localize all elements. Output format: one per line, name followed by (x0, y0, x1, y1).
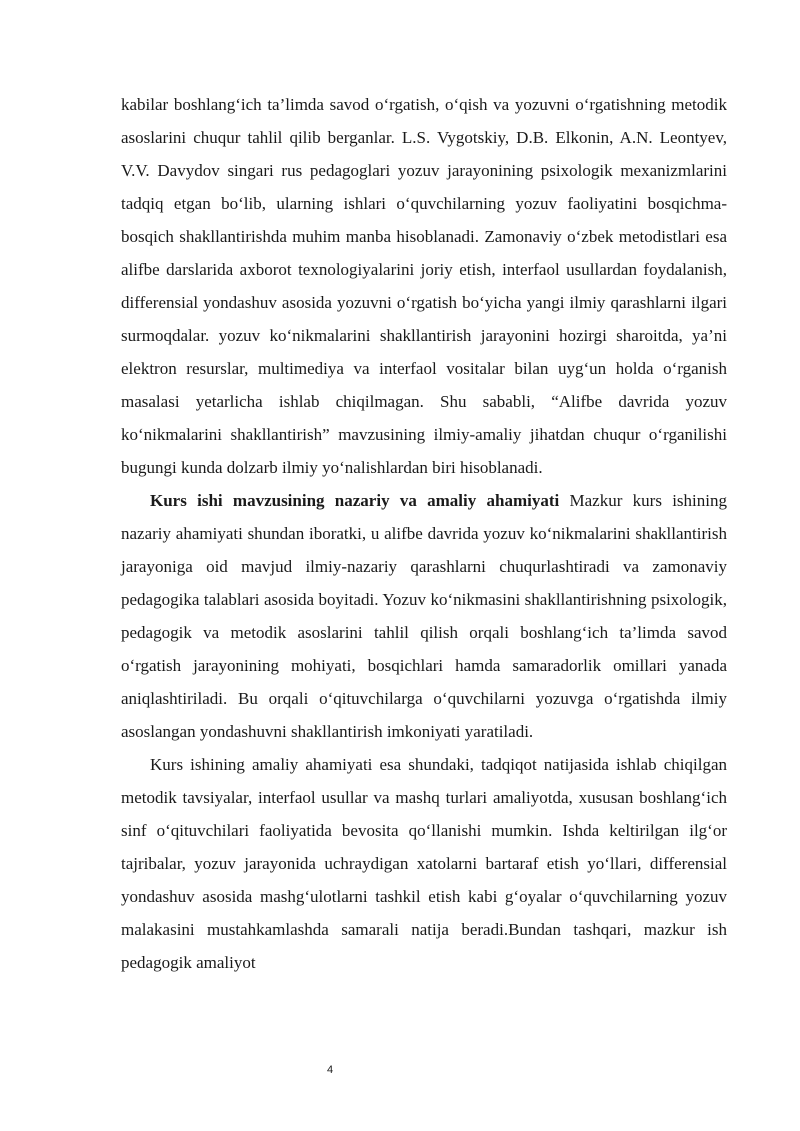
document-page (121, 88, 727, 979)
paragraph-practical-significance (121, 748, 727, 979)
paragraph-significance (121, 484, 727, 748)
paragraph-intro-continuation (121, 88, 727, 484)
paragraph-text: Kurs ishining amaliy ahamiyati esa shundaki, tadqiqot natijasida ishlab chiqilgan metodik tavsiyalar, interfaol usullar va mashq turlari amaliyotda, xususan boshlang‘ich sinf o‘qituvchilari faoliyatida bevosita qo‘llanishi mumkin. Ishda keltirilgan ilg‘or tajribalar, yozuv jarayonida uchraydigan xatolarni bartaraf etish yo‘llari, differensial yondashuv asosida mashg‘ulotlarni tashkil etish kabi g‘oyalar o‘quvchilarning yozuv malakasini mustahkamlashda samarali natija beradi.Bundan tashqari, mazkur ish pedagogik amaliyot (121, 755, 727, 972)
paragraph-text: kabilar boshlang‘ich ta’limda savod o‘rgatish, o‘qish va yozuvni o‘rgatishning metodik asoslarini chuqur tahlil qilib berganlar. L.S. Vygotskiy, D.B. Elkonin, A.N. Leontyev, V.V. Davydov singari rus pedagoglari yozuv jarayonining psixologik mexanizmlarini tadqiq etgan bo‘lib, ularning ishlari o‘quvchilarning yozuv faoliyatini bosqichma-bosqich shakllantirishda muhim manba hisoblanadi. Zamonaviy o‘zbek metodistlari esa alifbe darslarida axborot texnologiyalarini joriy etish, interfaol usullardan foydalanish, differensial yondashuv asosida yozuvni o‘rgatish bo‘yicha yangi ilmiy qarashlarni ilgari surmoqdalar. yozuv ko‘nikmalarini shakllantirish jarayonini hozirgi sharoitda, ya’ni elektron resurslar, multimediya va interfaol vositalar bilan uyg‘un holda o‘rganish masalasi yetarlicha ishlab chiqilmagan. Shu sababli, “Alifbe davrida yozuv ko‘nikmalarini shakllantirish” mavzusining ilmiy-amaliy jihatdan chuqur o‘rganilishi bugungi kunda dolzarb ilmiy yo‘nalishlardan biri hisoblanadi. (121, 95, 727, 477)
page-number: 4 (326, 1064, 334, 1076)
paragraph-text: Mazkur kurs ishining nazariy ahamiyati shundan iboratki, u alifbe davrida yozuv ko‘nikmalarini shakllantirish jarayoniga oid mavjud ilmiy-nazariy qarashlarni chuqurlashtiradi va zamonaviy pedagogika talablari asosida boyitadi. Yozuv ko‘nikmasini shakllantirishning psixologik, pedagogik va metodik asoslarini tahlil qilish orqali boshlang‘ich ta’limda savod o‘rgatish jarayonining mohiyati, bosqichlari hamda samaradorlik omillari yanada aniqlashtiriladi. Bu orqali o‘qituvchilarga o‘quvchilarni yozuvga o‘rgatishda ilmiy asoslangan yondashuvni shakllantirish imkoniyati yaratiladi. (121, 491, 727, 741)
section-heading: Kurs ishi mavzusining nazariy va amaliy ahamiyati (150, 491, 560, 510)
